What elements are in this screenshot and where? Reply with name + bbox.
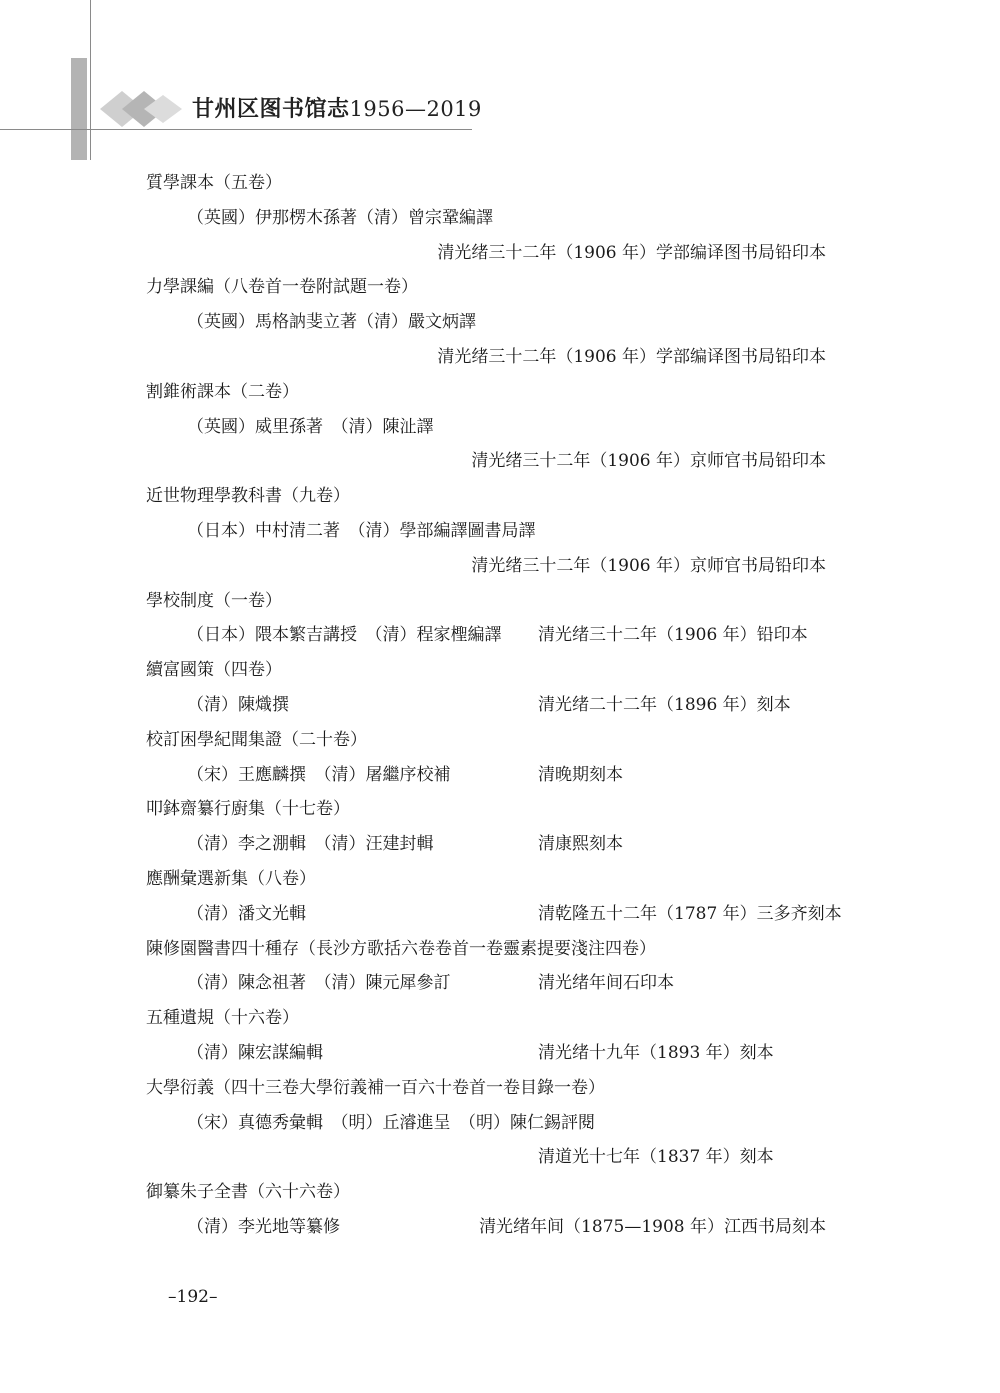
entry-edition-line (0, 340, 1000, 375)
entry-edition: 清光绪三十二年（1906 年）京师官书局铅印本 (471, 555, 826, 576)
entry-title-line (0, 270, 1000, 305)
entry-author: （宋）王應麟撰 （清）屠繼序校補 (187, 764, 451, 785)
entry-title-line (0, 1071, 1000, 1106)
entry-author-line (0, 1106, 1000, 1141)
entry-author: （清）潘文光輯 (187, 903, 306, 924)
entry-title: 陳修園醫書四十種存（長沙方歌括六卷卷首一卷靈素提要淺注四卷） (146, 938, 656, 959)
running-header (0, 0, 1000, 170)
book-title (192, 92, 482, 123)
entry-title: 質學課本（五卷） (146, 173, 282, 193)
entry-title-line (0, 723, 1000, 758)
entry-author: （英國）馬格訥斐立著（清）嚴文炳譯 (187, 312, 476, 333)
entry-edition-line (0, 236, 1000, 271)
entry-edition-line (0, 1140, 1000, 1175)
entry-author-line (0, 1036, 1000, 1071)
entry-title: 近世物理學教科書（九卷） (146, 486, 350, 507)
entry-title: 叩鉢齋纂行廚集（十七卷） (146, 799, 350, 820)
entry-edition: 清光绪三十二年（1906 年）学部编译图书局铅印本 (437, 346, 826, 367)
entry-title-line (0, 166, 1000, 201)
entry-author: （宋）真德秀彙輯 （明）丘濬進呈 （明）陳仁錫評閱 (187, 1112, 595, 1133)
entry-title-line (0, 1001, 1000, 1036)
entry-author-line (0, 305, 1000, 340)
entry-author-line (0, 827, 1000, 862)
entry-author-line (0, 201, 1000, 236)
entry-edition: 清晚期刻本 (538, 764, 623, 785)
entry-title-line (0, 584, 1000, 619)
page-number: –192– (168, 1287, 218, 1307)
book-years: 1956—2019 (349, 97, 482, 121)
entry-author-line (0, 1210, 1000, 1245)
entry-edition: 清光绪年间石印本 (538, 973, 674, 994)
entry-edition-line (0, 444, 1000, 479)
entry-author-line (0, 410, 1000, 445)
entry-author-line (0, 514, 1000, 549)
entry-edition: 清乾隆五十二年（1787 年）三多齐刻本 (538, 903, 842, 924)
entry-author-line (0, 966, 1000, 1001)
book-title-text: 甘州区图书馆志 (192, 96, 350, 122)
diamond-ornament-icon (100, 89, 190, 129)
entry-title: 大學衍義（四十三卷大學衍義補一百六十卷首一卷目錄一卷） (146, 1077, 605, 1098)
entry-title: 學校制度（一卷） (146, 590, 282, 611)
entry-title-line (0, 479, 1000, 514)
entry-title-line (0, 653, 1000, 688)
entry-title: 力學課編（八卷首一卷附試題一卷） (146, 277, 418, 298)
entry-edition: 清光绪年间（1875—1908 年）江西书局刻本 (479, 1216, 826, 1237)
entry-title-line (0, 862, 1000, 897)
entry-title-line (0, 932, 1000, 967)
entry-author-line (0, 688, 1000, 723)
entry-edition: 清光绪十九年（1893 年）刻本 (538, 1042, 774, 1063)
entry-author: （日本）隈本繁吉講授 （清）程家檉編譯 (187, 625, 502, 646)
entry-author: （清）陳熾撰 (187, 694, 289, 715)
entry-edition-line (0, 549, 1000, 584)
entry-edition: 清康熙刻本 (538, 834, 623, 855)
entry-edition: 清光绪三十二年（1906 年）铅印本 (538, 625, 808, 646)
entry-author: （英國）威里孫著 （清）陳沚譯 (187, 416, 434, 437)
entry-title-line (0, 792, 1000, 827)
entry-edition: 清光绪三十二年（1906 年）学部编译图书局铅印本 (437, 242, 826, 263)
entry-title-line (0, 375, 1000, 410)
entry-edition: 清道光十七年（1837 年）刻本 (538, 1147, 774, 1168)
entry-author: （清）李光地等纂修 (187, 1216, 340, 1237)
entry-title: 續富國策（四卷） (146, 660, 282, 681)
entry-title-line (0, 1175, 1000, 1210)
entry-edition: 清光绪二十二年（1896 年）刻本 (538, 694, 791, 715)
entry-author-line (0, 897, 1000, 932)
entry-title: 御纂朱子全書（六十六卷） (146, 1182, 350, 1203)
entry-author: （清）陳宏謀編輯 (187, 1042, 323, 1063)
header-horizontal-rule (0, 129, 472, 130)
entry-title: 五種遺規（十六卷） (146, 1008, 299, 1029)
entry-author-line (0, 618, 1000, 653)
header-vertical-rule (90, 0, 91, 160)
header-grey-bar (71, 58, 87, 160)
entry-author-line (0, 758, 1000, 793)
entry-author: （清）李之淜輯 （清）汪建封輯 (187, 834, 434, 855)
catalog-list (0, 166, 1000, 1245)
entry-author: （日本）中村清二著 （清）學部編譯圖書局譯 (187, 520, 536, 541)
entry-author: （英國）伊那楞木孫著（清）曾宗鞏編譯 (187, 207, 493, 228)
entry-title: 校訂困學紀聞集證（二十卷） (146, 729, 367, 750)
entry-edition: 清光绪三十二年（1906 年）京师官书局铅印本 (471, 451, 826, 472)
entry-title: 割錐術課本（二卷） (146, 381, 299, 402)
entry-author: （清）陳念祖著 （清）陳元犀參訂 (187, 973, 451, 994)
entry-title: 應酬彙選新集（八卷） (146, 868, 316, 889)
